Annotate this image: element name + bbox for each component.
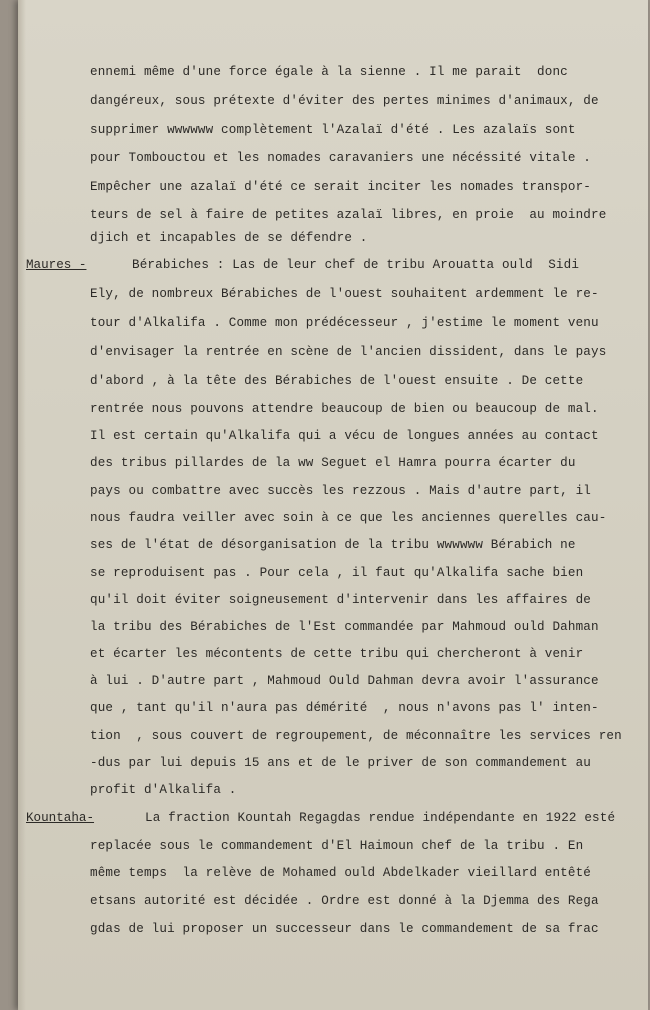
text-line: profit d'Alkalifa . bbox=[90, 783, 237, 797]
text-line: replacée sous le commandement d'El Haimoun chef de la tribu . En bbox=[90, 839, 584, 853]
text-line: que , tant qu'il n'aura pas démérité , nous n'avons pas l' inten- bbox=[90, 701, 599, 715]
margin-label-kountaha: Kountaha- bbox=[26, 811, 95, 825]
text-line: Ely, de nombreux Bérabiches de l'ouest souhaitent ardemment le re- bbox=[90, 287, 599, 301]
text-line: ses de l'état de désorganisation de la tribu wwwwww Bérabich ne bbox=[90, 538, 576, 552]
text-line: tour d'Alkalifa . Comme mon prédécesseur , j'estime le moment venu bbox=[90, 316, 599, 330]
text-line: etsans autorité est décidée . Ordre est donné à la Djemma des Rega bbox=[90, 894, 599, 908]
text-line: rentrée nous pouvons attendre beaucoup de bien ou beaucoup de mal. bbox=[90, 402, 599, 416]
text-line: tion , sous couvert de regroupement, de méconnaître les services ren bbox=[90, 729, 622, 743]
text-line: Bérabiches : Las de leur chef de tribu Arouatta ould Sidi bbox=[132, 258, 580, 272]
text-line: pays ou combattre avec succès les rezzous . Mais d'autre part, il bbox=[90, 484, 591, 498]
text-line: supprimer wwwwww complètement l'Azalaï d'été . Les azalaïs sont bbox=[90, 123, 576, 137]
text-line: à lui . D'autre part , Mahmoud Ould Dahman devra avoir l'assurance bbox=[90, 674, 599, 688]
text-line: d'envisager la rentrée en scène de l'ancien dissident, dans le pays bbox=[90, 345, 607, 359]
text-line: gdas de lui proposer un successeur dans le commandement de sa frac bbox=[90, 922, 599, 936]
text-line: teurs de sel à faire de petites azalaï libres, en proie au moindre bbox=[90, 208, 607, 222]
text-line: qu'il doit éviter soigneusement d'intervenir dans les affaires de bbox=[90, 593, 591, 607]
text-line: même temps la relève de Mohamed ould Abdelkader vieillard entêté bbox=[90, 866, 591, 880]
text-line: des tribus pillardes de la ww Seguet el Hamra pourra écarter du bbox=[90, 456, 576, 470]
text-line: Empêcher une azalaï d'été ce serait inciter les nomades transpor- bbox=[90, 180, 591, 194]
text-line: Il est certain qu'Alkalifa qui a vécu de longues années au contact bbox=[90, 429, 599, 443]
text-line: la tribu des Bérabiches de l'Est commandée par Mahmoud ould Dahman bbox=[90, 620, 599, 634]
text-line: pour Tombouctou et les nomades caravaniers une nécéssité vitale . bbox=[90, 151, 591, 165]
text-line: djich et incapables de se défendre . bbox=[90, 231, 368, 245]
text-line: nous faudra veiller avec soin à ce que les anciennes querelles cau- bbox=[90, 511, 607, 525]
text-line: et écarter les mécontents de cette tribu qui chercheront à venir bbox=[90, 647, 584, 661]
text-line: -dus par lui depuis 15 ans et de le priver de son commandement au bbox=[90, 756, 591, 770]
text-line: dangéreux, sous prétexte d'éviter des pertes minimes d'animaux, de bbox=[90, 94, 599, 108]
margin-label-maures: Maures - bbox=[26, 258, 87, 272]
text-line: se reproduisent pas . Pour cela , il faut qu'Alkalifa sache bien bbox=[90, 566, 584, 580]
text-line: d'abord , à la tête des Bérabiches de l'ouest ensuite . De cette bbox=[90, 374, 584, 388]
text-line: La fraction Kountah Regagdas rendue indépendante en 1922 esté bbox=[145, 811, 616, 825]
document-page bbox=[18, 0, 648, 1010]
text-line: ennemi même d'une force égale à la sienne . Il me parait donc bbox=[90, 65, 568, 79]
